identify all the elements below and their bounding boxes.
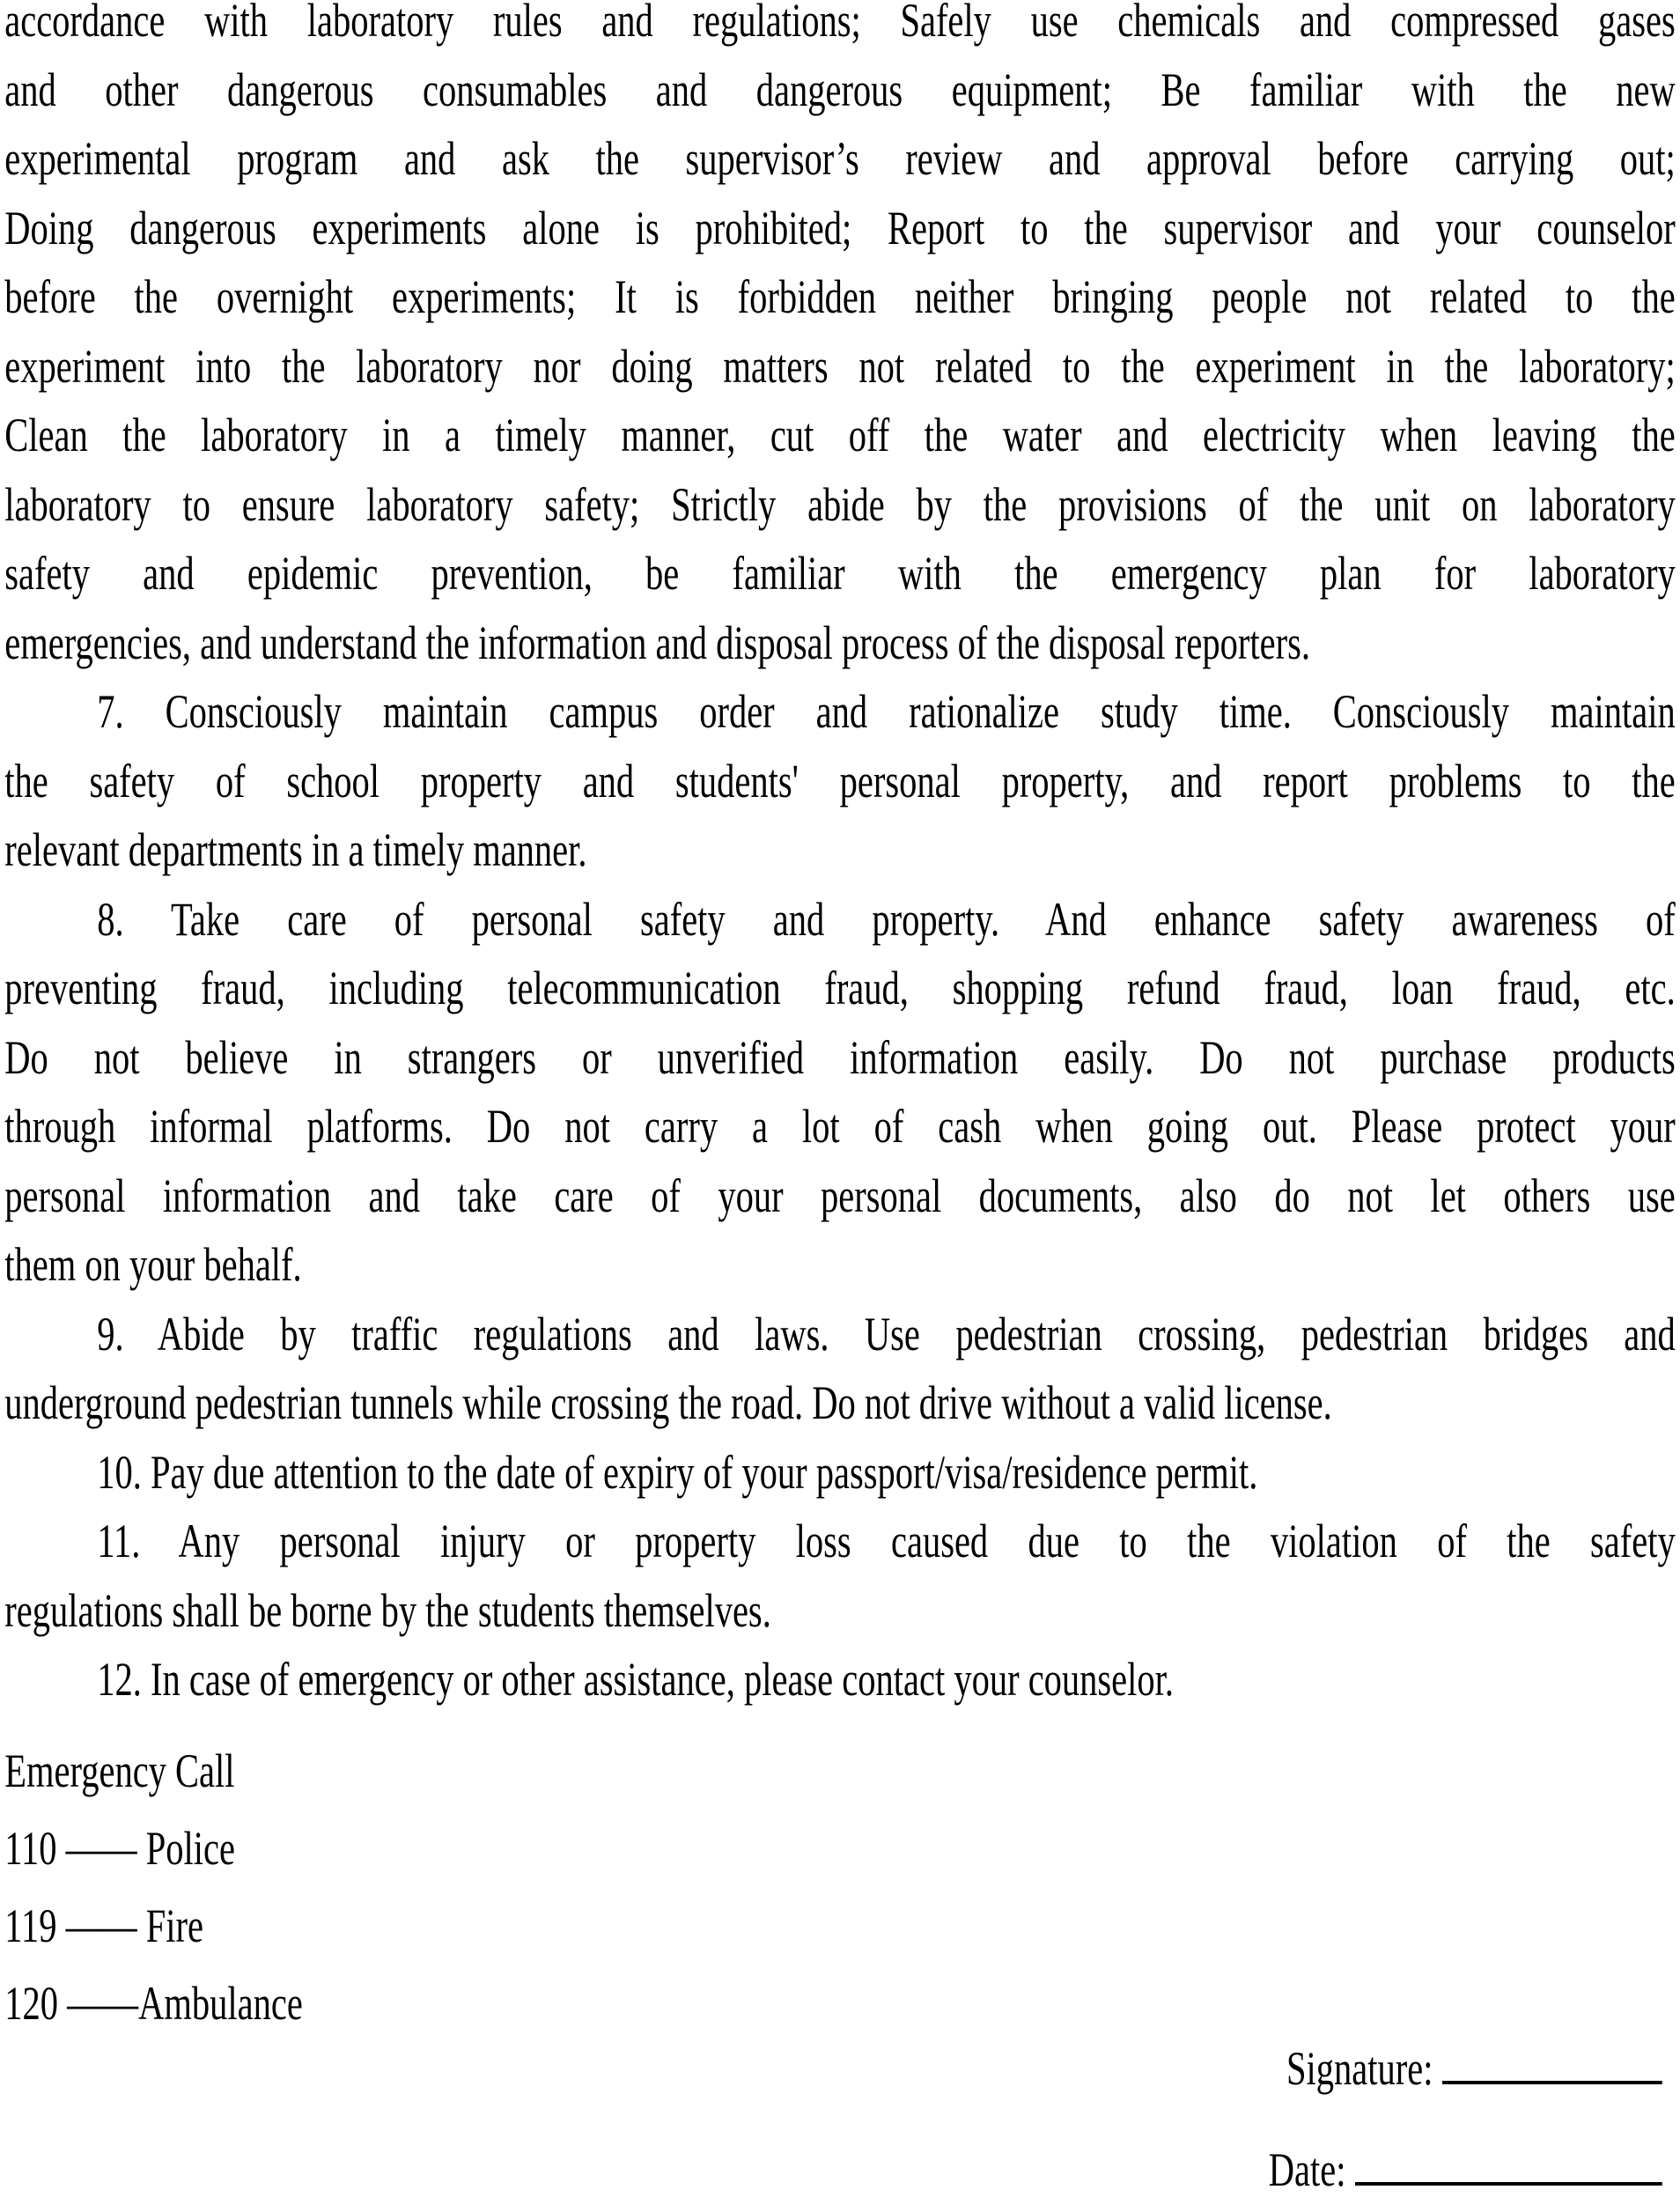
text-line: 11. Any personal injury or property loss caused due to the violation of the safety [97, 1515, 1676, 1567]
date-label: Date: [1268, 2142, 1346, 2196]
text-line: through informal platforms. Do not carry a lot of cash when going out. Please protect your [4, 1100, 1676, 1153]
text-line: Clean the laboratory in a timely manner, cut off the water and electricity when leaving the [4, 409, 1676, 461]
text-line: experimental program and ask the supervisor’s review and approval before carrying out; [4, 132, 1676, 185]
signature-blank-field[interactable] [1442, 2081, 1662, 2084]
text-line: regulations shall be borne by the students themselves. [4, 1583, 771, 1637]
text-line: Do not believe in strangers or unverified information easily. Do not purchase products [4, 1030, 1676, 1084]
emergency-call-entries [4, 1810, 1676, 2042]
text-line: them on your behalf. [4, 1238, 302, 1291]
text-line: laboratory to ensure laboratory safety; Strictly abide by the provisions of the unit on laboratory [4, 477, 1676, 531]
text-line: accordance with laboratory rules and regulations; Safely use chemicals and compressed gases [4, 0, 1676, 47]
text-line: 7. Consciously maintain campus order and rationalize study time. Consciously maintain [97, 685, 1676, 738]
text-line: 12. In case of emergency or other assistance, please contact your counselor. [97, 1653, 1175, 1706]
text-line: 10. Pay due attention to the date of expiry of your passport/visa/residence permit. [97, 1445, 1258, 1499]
text-line: Doing dangerous experiments alone is prohibited; Report to the supervisor and your counselor [4, 201, 1676, 254]
text-line: the safety of school property and students' personal property, and report problems to the [4, 754, 1676, 807]
emergency-entry: 120 ——Ambulance [4, 1976, 303, 2030]
text-line: emergencies, and understand the information and disposal process of the disposal reporters. [4, 616, 1310, 669]
text-line: preventing fraud, including telecommunication fraud, shopping refund fraud, loan fraud, etc. [4, 962, 1676, 1014]
text-line: experiment into the laboratory nor doing matters not related to the experiment in the laboratory; [4, 339, 1676, 393]
date-row [4, 2143, 1676, 2196]
text-line: before the overnight experiments; It is forbidden neither bringing people not related to the [4, 270, 1676, 323]
emergency-call-heading: Emergency Call [4, 1744, 235, 1797]
emergency-call-section [4, 1732, 1676, 2042]
text-line: underground pedestrian tunnels while crossing the road. Do not drive without a valid license. [4, 1376, 1332, 1429]
signature-row [4, 2042, 1676, 2095]
body-lines [4, 0, 1676, 1714]
signature-label: Signature: [1286, 2041, 1433, 2095]
text-line: personal information and take care of your personal documents, also do not let others use [4, 1169, 1676, 1222]
emergency-entry: 119 —— Fire [4, 1899, 203, 1952]
text-line: and other dangerous consumables and dangerous equipment; Be familiar with the new [4, 63, 1676, 116]
text-line: relevant departments in a timely manner. [4, 823, 587, 876]
text-line: 9. Abide by traffic regulations and laws. Use pedestrian crossing, pedestrian bridges and [97, 1307, 1676, 1360]
text-line: 8. Take care of personal safety and property. And enhance safety awareness of [97, 892, 1676, 946]
text-line: safety and epidemic prevention, be familiar with the emergency plan for laboratory [4, 547, 1676, 600]
emergency-entry: 110 —— Police [4, 1821, 235, 1875]
date-blank-field[interactable] [1355, 2182, 1662, 2186]
